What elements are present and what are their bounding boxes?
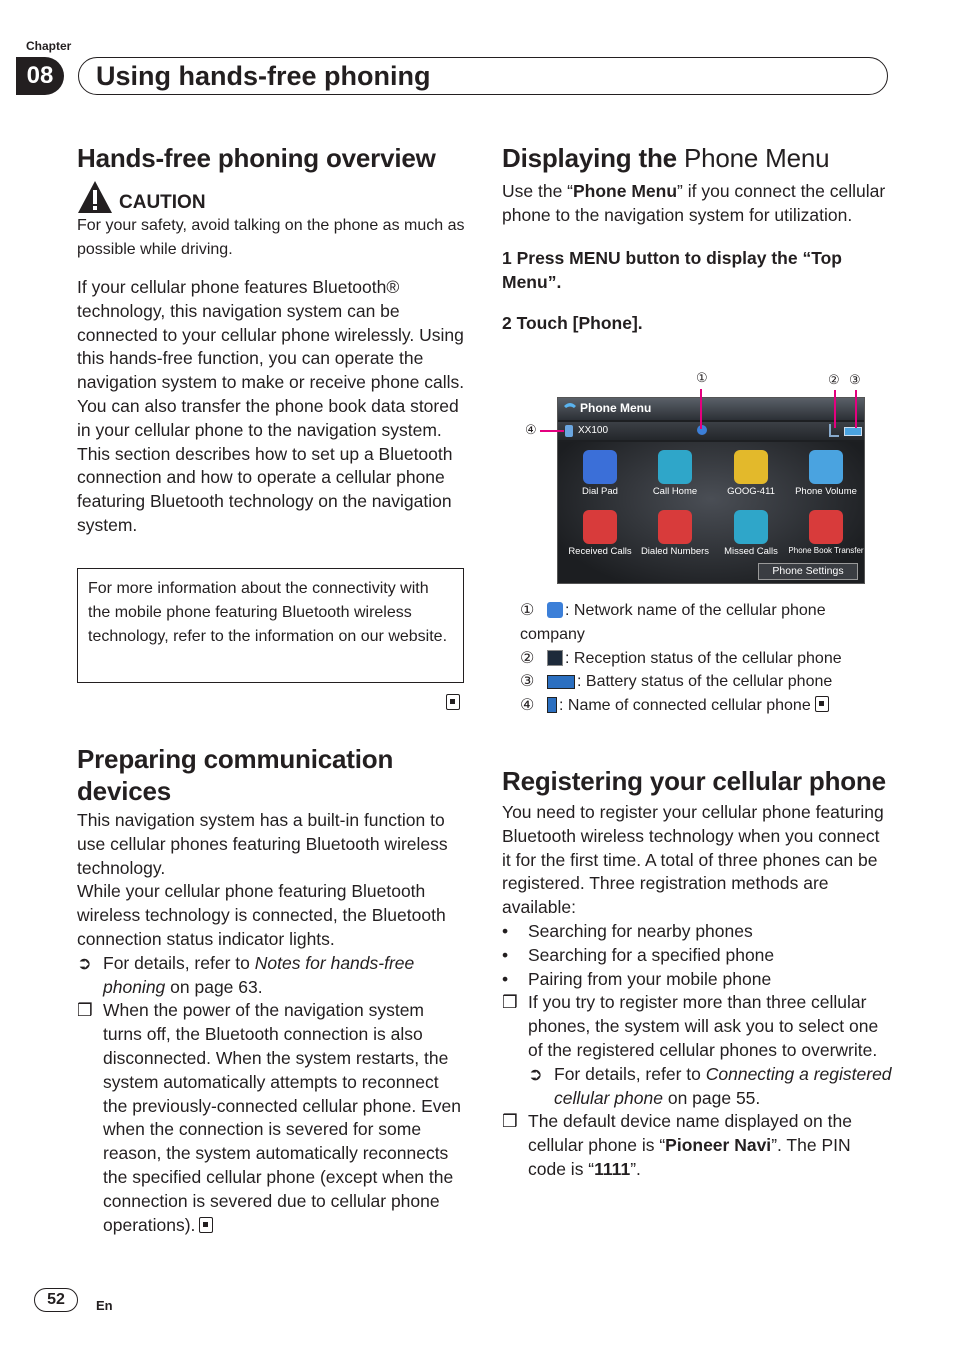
- goog-411-icon: [734, 450, 768, 484]
- overview-title: Hands-free phoning overview: [77, 143, 436, 173]
- leader-line-3: [855, 390, 857, 428]
- phone-book-transfer-icon: [809, 510, 843, 544]
- registering-title: Registering your cellular phone: [502, 766, 886, 796]
- screen-title: Phone Menu: [580, 401, 652, 415]
- ref-link[interactable]: Connecting a registered cellular phone: [554, 1063, 892, 1108]
- callout-2: ②: [828, 372, 840, 387]
- chapter-number: 08: [16, 57, 64, 95]
- section-end-mark: [446, 694, 460, 713]
- ref-link[interactable]: Notes for hands-free phoning: [103, 952, 415, 997]
- caution-text: For your safety, avoid talking on the phone as much as possible while driving.: [77, 217, 465, 258]
- tile-dialed-numbers[interactable]: Dialed Numbers: [637, 506, 713, 564]
- registering-intro: You need to register your cellular phone featuring Bluetooth wireless technology when you connect it for the first time. A total of three phones can be registered. Three registration methods are available:: [502, 802, 884, 918]
- info-box-wrapper: [77, 568, 464, 683]
- registering-section: [502, 765, 892, 1182]
- tile-phone-book-transfer[interactable]: Phone Book Transfer: [788, 506, 864, 564]
- preparing-section: [77, 743, 467, 1237]
- chapter-title: Using hands-free phoning: [96, 61, 431, 91]
- dial-pad-icon: [583, 450, 617, 484]
- network-icon: [547, 602, 563, 618]
- overview-section: [77, 142, 467, 538]
- arrow-icon: ➲: [77, 952, 92, 973]
- tile-phone-volume[interactable]: Phone Volume: [788, 446, 864, 504]
- battery-icon: [547, 675, 575, 689]
- method-item: • Searching for a specified phone: [502, 944, 775, 965]
- preparing-ref: ➲ For details, refer to Notes for hands-free phoning on page 63.: [77, 952, 415, 997]
- overview-body: If your cellular phone features Bluetooth® technology, this navigation system can be connected to your cellular phone wirelessly. Using this hands-free function, you can operate the navigation system to make or receive phone calls. You can also transfer the phone book data stored in your cellular phone to the navigation system. This section describes how to set up a Bluetooth connection and how to operate a cellular phone featuring Bluetooth technology on the navigation system.: [77, 277, 465, 535]
- step-2: 2 Touch [Phone].: [502, 312, 643, 333]
- phone-menu-screenshot: [557, 397, 865, 584]
- info-box: For more information about the connectivity with the mobile phone featuring Bluetooth wireless technology, refer to the information on our website.: [77, 568, 464, 683]
- received-calls-icon: [583, 510, 617, 544]
- dialed-numbers-icon: [658, 510, 692, 544]
- tile-call-home[interactable]: Call Home: [637, 446, 713, 504]
- page-number: 52: [34, 1288, 78, 1312]
- callout-1: ①: [696, 370, 708, 385]
- legend-item-1: ① : Network name of the cellular phone company: [520, 602, 826, 643]
- leader-line-1: [700, 389, 702, 429]
- tile-missed-calls[interactable]: Missed Calls: [713, 506, 789, 564]
- registering-ref: ➲ For details, refer to Connecting a registered cellular phone on page 55.: [528, 1063, 892, 1108]
- tile-goog-411[interactable]: GOOG-411: [713, 446, 789, 504]
- language-label: En: [96, 1298, 113, 1313]
- chapter-label: Chapter: [26, 39, 72, 53]
- phone-settings-button[interactable]: Phone Settings: [758, 563, 858, 580]
- legend-item-3: ③ : Battery status of the cellular phone: [520, 673, 833, 690]
- call-home-icon: [658, 450, 692, 484]
- warning-icon: [77, 180, 113, 214]
- tile-received-calls[interactable]: Received Calls: [562, 506, 638, 564]
- section-end-mark: [199, 1217, 213, 1233]
- registering-note-2: ❒ The default device name displayed on the cellular phone is “Pioneer Navi”. The PIN code is “1111”.: [502, 1111, 852, 1179]
- phone-handset-icon: [562, 401, 578, 417]
- leader-line-4: [540, 430, 564, 432]
- method-item: • Searching for nearby phones: [502, 920, 753, 941]
- displaying-section: [502, 142, 892, 335]
- legend-item-2: ② : Reception status of the cellular phone: [520, 650, 842, 667]
- arrow-icon: ➲: [528, 1063, 543, 1084]
- preparing-p1: This navigation system has a built-in function to use cellular phones featuring Bluetooth wireless technology.: [77, 810, 448, 878]
- method-item: • Pairing from your mobile phone: [502, 968, 772, 989]
- device-name: XX100: [578, 425, 609, 436]
- phone-icon: [547, 697, 557, 713]
- preparing-title: Preparing communication devices: [77, 744, 394, 806]
- checkbox-icon: ❒: [502, 992, 518, 1013]
- signal-icon: [547, 650, 563, 666]
- caution-label: CAUTION: [119, 192, 206, 213]
- tile-dial-pad[interactable]: Dial Pad: [562, 446, 638, 504]
- displaying-title: Displaying the Phone Menu: [502, 143, 830, 173]
- checkbox-icon: ❒: [502, 1111, 518, 1132]
- leader-line-2: [834, 390, 836, 428]
- callout-3: ③: [849, 372, 861, 387]
- caution-heading: [77, 180, 467, 214]
- displaying-intro: Use the “Phone Menu” if you connect the cellular phone to the navigation system for utilization.: [502, 181, 886, 225]
- callout-4: ④: [525, 422, 537, 437]
- preparing-note: ❒ When the power of the navigation system turns off, the Bluetooth connection is also disconnected. When the system restarts, the system automatically attempts to reconnect the previously-connected cellular phone. Even when the connection is severed for some reason, the system automatically reconnects the specified cellular phone (except when the connection is severed due to cellular phone operations).: [77, 1000, 461, 1235]
- phone-volume-icon: [809, 450, 843, 484]
- network-icon: [697, 425, 707, 435]
- checkbox-icon: ❒: [77, 1000, 93, 1021]
- step-1: 1 Press MENU button to display the “Top Menu”.: [502, 247, 842, 292]
- section-end-mark: [815, 696, 829, 712]
- preparing-p2: While your cellular phone featuring Bluetooth wireless technology is connected, the Bluetooth connection status indicator lights.: [77, 881, 446, 949]
- missed-calls-icon: [734, 510, 768, 544]
- legend-item-4: ④ : Name of connected cellular phone: [520, 694, 890, 718]
- battery-icon: [844, 427, 862, 436]
- registering-note-1: ❒ If you try to register more than three cellular phones, the system will ask you to select one of the registered cellular phones to overwrite.: [502, 992, 879, 1060]
- phone-icon: [565, 425, 573, 437]
